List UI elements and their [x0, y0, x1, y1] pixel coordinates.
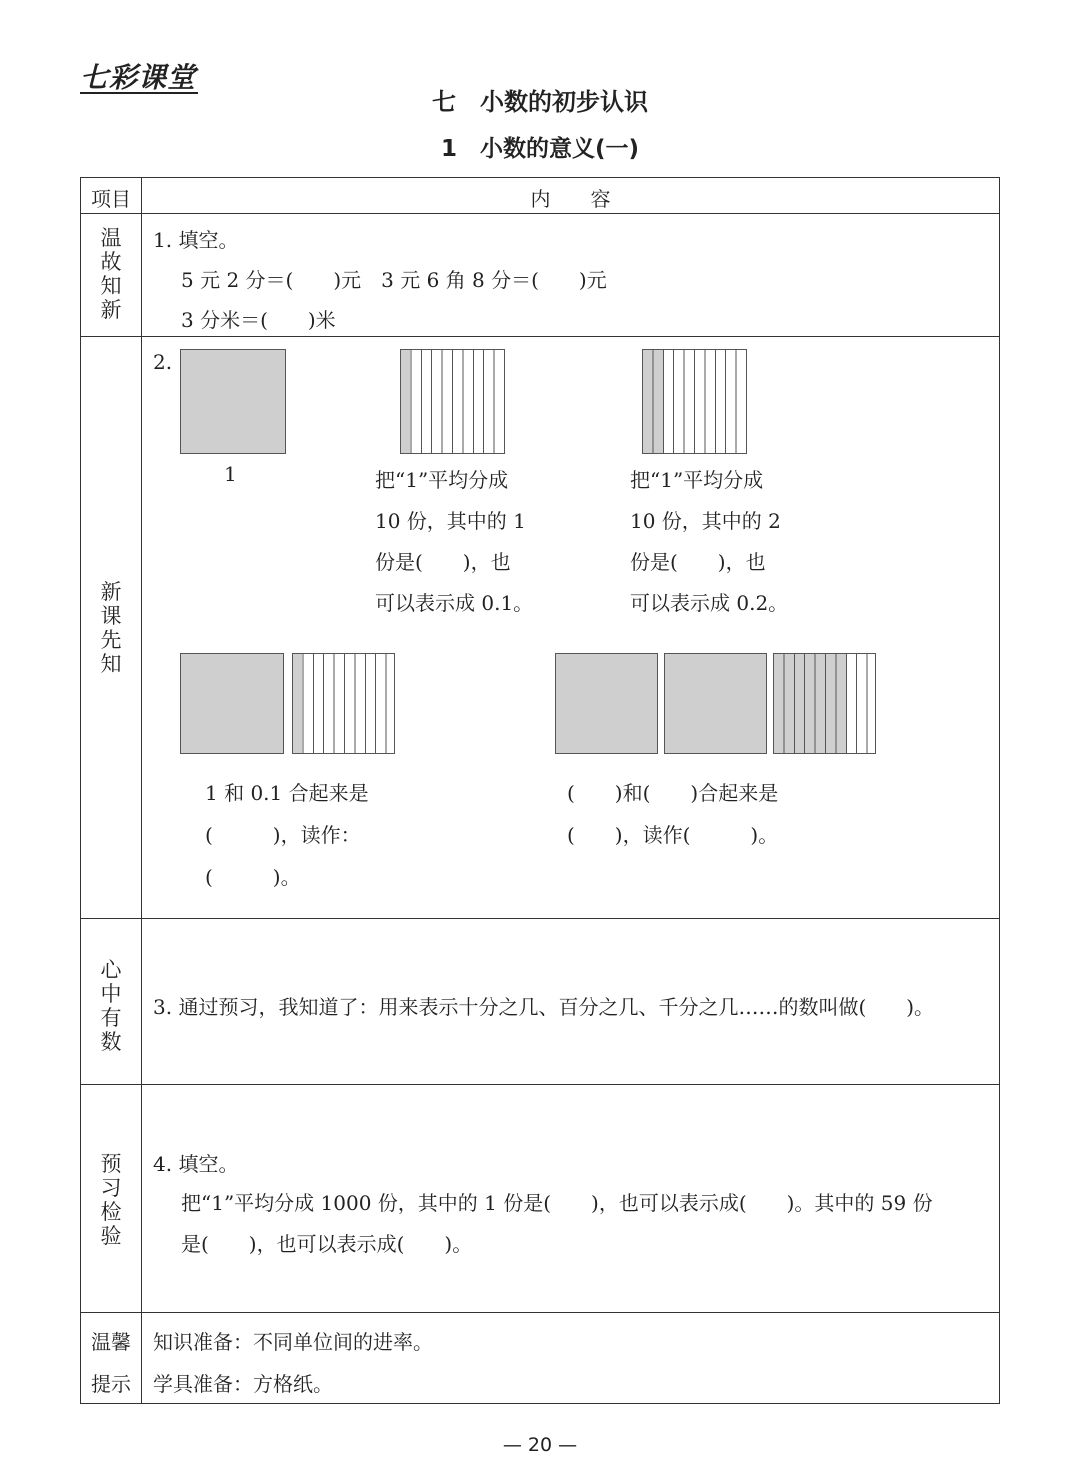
description-line: 份是( )，也 [375, 550, 511, 574]
page-number: — 20 — [502, 1434, 578, 1456]
question-4-title: 4. 填空。 [153, 1152, 239, 1176]
row-label-text: 新课先知 [100, 580, 122, 676]
tips-label-top: 温馨 [91, 1330, 131, 1354]
combo1-line: ( )，读作： [205, 823, 361, 847]
whole-unit-label: 1 [224, 462, 237, 486]
question-4-line-2: 是( )，也可以表示成( )。 [181, 1232, 473, 1256]
description-two-tenths [630, 460, 788, 624]
description-line: 10 份，其中的 1 [375, 509, 526, 533]
combo2-whole-square-1 [555, 653, 658, 754]
brand-logo: 七彩课堂 [80, 61, 197, 94]
combo2-line: ( )和( )合起来是 [567, 781, 779, 805]
description-line: 可以表示成 0.1。 [375, 591, 534, 615]
combo1-tenths-strip [292, 653, 395, 754]
question-2-number: 2. [153, 350, 173, 374]
question-4-line-1: 把“1”平均分成 1000 份，其中的 1 份是( )，也可以表示成( )。其中的 59 份 [181, 1191, 933, 1215]
table-border-right [999, 177, 1000, 1403]
chapter-title: 七 小数的初步认识 [432, 88, 648, 116]
combo1-line: 1 和 0.1 合起来是 [205, 781, 369, 805]
row-divider [80, 918, 1000, 919]
lesson-title: 1 小数的意义(一) [440, 136, 640, 162]
description-line: 份是( )，也 [630, 550, 766, 574]
description-line: 可以表示成 0.2。 [630, 591, 789, 615]
combo2-line: ( )，读作( )。 [567, 823, 779, 847]
row-divider [80, 213, 1000, 214]
combo2-whole-square-2 [664, 653, 767, 754]
combo1-question [205, 772, 369, 898]
table-border-top [80, 177, 1000, 178]
combo1-whole-square [180, 653, 284, 754]
description-line: 把“1”平均分成 [630, 468, 764, 492]
row-label-review [80, 226, 142, 322]
description-one-tenth [375, 460, 533, 624]
tenths-strip-two-shaded [642, 349, 747, 454]
combo2-tenths-strip [773, 653, 876, 754]
description-line: 把“1”平均分成 [375, 468, 509, 492]
row-divider [80, 1312, 1000, 1313]
row-label-text: 心中有数 [100, 958, 122, 1054]
combo2-question [567, 772, 778, 856]
row-divider [80, 1084, 1000, 1085]
row-label-text: 温故知新 [100, 226, 122, 322]
question-1-title: 1. 填空。 [153, 228, 239, 252]
whole-unit-square [180, 349, 286, 454]
table-border-bottom [80, 1403, 1000, 1404]
tips-knowledge-prep: 知识准备：不同单位间的进率。 [153, 1330, 433, 1354]
question-1-line-2: 3 分米＝( )米 [181, 308, 336, 332]
question-3-text: 3. 通过预习，我知道了：用来表示十分之几、百分之几、千分之几……的数叫做( )。 [153, 995, 935, 1019]
column-header-item: 项目 [91, 187, 131, 211]
description-line: 10 份，其中的 2 [630, 509, 781, 533]
row-label-preview [80, 580, 142, 676]
question-1-line-1: 5 元 2 分＝( )元 3 元 6 角 8 分＝( )元 [181, 268, 607, 292]
tips-tools-prep: 学具准备：方格纸。 [153, 1372, 333, 1396]
combo1-line: ( )。 [205, 865, 301, 889]
tenths-strip-one-shaded [400, 349, 505, 454]
row-label-text: 预习检验 [100, 1152, 122, 1248]
row-label-check [80, 1152, 142, 1248]
row-label-mind [80, 958, 142, 1054]
tips-label-bottom: 提示 [91, 1372, 131, 1396]
row-divider [80, 336, 1000, 337]
column-header-content: 内 容 [530, 187, 611, 211]
